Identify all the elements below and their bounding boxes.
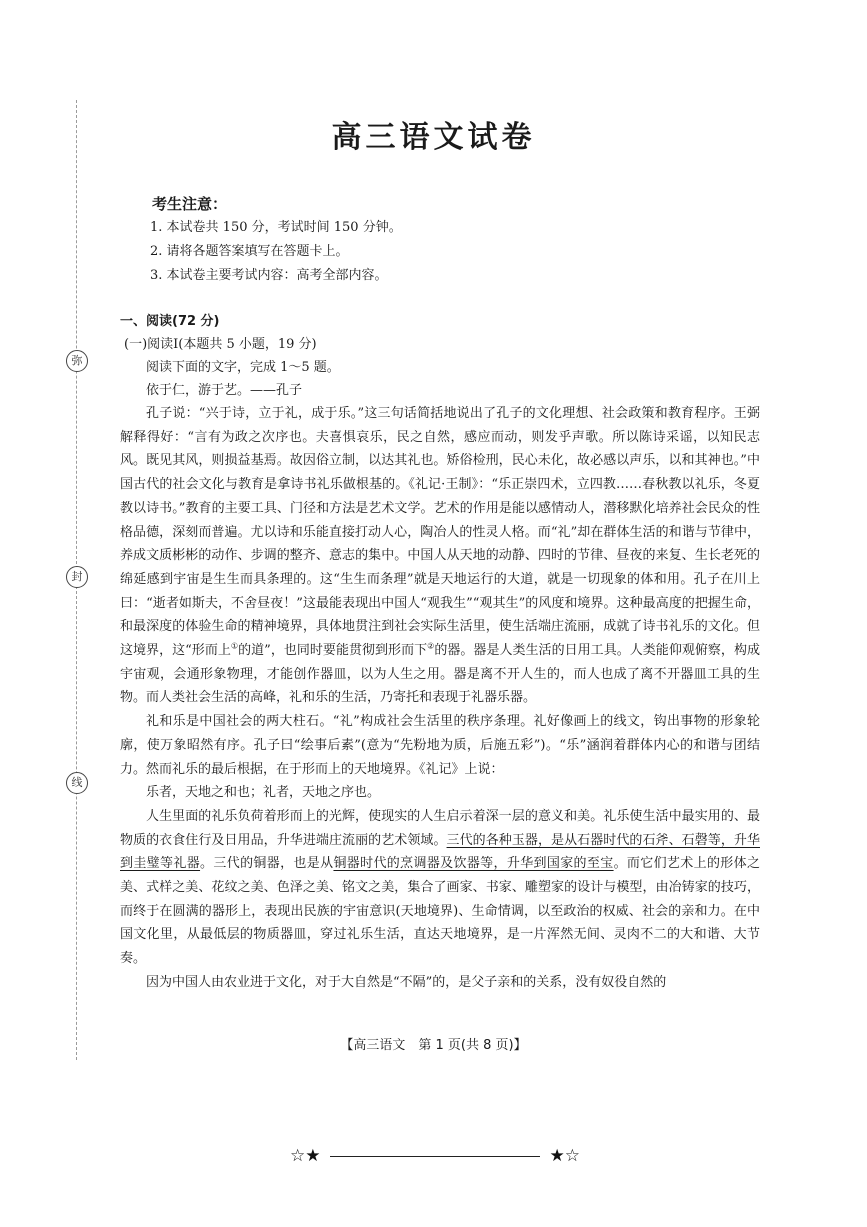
margin-mark-xian: 线 xyxy=(66,772,88,794)
candidate-notice xyxy=(150,192,750,288)
underlined-passage-1: 三代的各种玉器，是从石器时代的石斧、石磬等，升华到圭璧等礼器 xyxy=(120,832,760,872)
footnote-marker-1: ① xyxy=(230,641,239,651)
star-icon-left: ☆★ xyxy=(290,1146,321,1166)
subsection-heading: (一)阅读Ⅰ(本题共 5 小题，19 分) xyxy=(124,337,317,352)
paragraph-1-text-a: 孔子说：“兴于诗，立于礼，成于乐。”这三句话简括地说出了孔子的文化理想、社会政策和教育程序。王弼解释得好：“言有为政之次序也。夫喜惧哀乐，民之自然，感应而动，则发乎声歌。所以陈诗采谣，以知民志风。既见其风，则损益基焉。故因俗立制，以达其礼也。矫俗检刑，民心未化，故必感以声乐，以和其神也。”中国古代的社会文化与教育是拿诗书礼乐做根基的。《礼记·王制》：“乐正崇四术，立四教……春秋教以礼乐，冬夏教以诗书。”教育的主要工具、门径和方法是艺术文学。艺术的作用是能以感情动人，潜移默化培养社会民众的性格品德，深刻而普遍。尤以诗和乐能直接打动人心，陶冶人的性灵人格。而“礼”却在群体生活的和谐与节律中，养成文质彬彬的动作、步调的整齐、意志的集中。中国人从天地的动静、四时的节律、昼夜的来复、生长老死的绵延感到宇宙是生生而具条理的。这“生生而条理”就是天地运行的大道，就是一切现象的体和用。孔子在川上曰：“逝者如斯夫，不舍昼夜！”这最能表现出中国人“观我生”“观其生”的风度和境界。这种最高度的把握生命，和最深度的体验生命的精神境界，具体地贯注到社会实际生活里，使生活端庄流丽，成就了诗书礼乐的文化。但这境界，这“形而上 xyxy=(120,406,760,659)
section-heading: 一、阅读(72 分) xyxy=(120,314,220,329)
footnote-marker-2: ② xyxy=(427,641,435,651)
reading-section xyxy=(120,310,760,995)
paragraph-3 xyxy=(120,805,760,971)
margin-mark-feng: 封 xyxy=(66,566,88,588)
paragraph-3-text-a: 人生里面的礼乐负荷着形而上的光辉，使现实的人生启示着深一层的意义和美。礼乐使生活中最实用的、最物质的衣食住行及日用品，升华进端庄流丽的艺术领域。 xyxy=(120,808,760,848)
paragraph-4: 因为中国人由农业进于文化，对于大自然是“不隔”的，是父子亲和的关系，没有奴役自然的 xyxy=(146,974,667,990)
bottom-decoration xyxy=(290,1146,580,1166)
star-icon-right: ★☆ xyxy=(549,1146,580,1166)
instruction-line: 阅读下面的文字，完成 1～5 题。 xyxy=(146,360,340,375)
underlined-passage-2: 铜器时代的烹调器及饮器等，升华到国家的至宝 xyxy=(333,856,614,872)
notice-heading: 考生注意： xyxy=(152,195,228,213)
notice-item: 3. 本试卷主要考试内容：高考全部内容。 xyxy=(150,268,388,283)
page-title: 高三语文试卷 xyxy=(331,120,536,155)
margin-mark-mi: 弥 xyxy=(66,350,88,372)
paragraph-1-text-b: 的道”，也同时要能贯彻到形而下 xyxy=(238,643,428,659)
decorative-rule xyxy=(330,1156,540,1157)
paragraph-3-text-b: 。三代的铜器，也是从 xyxy=(200,856,334,872)
paragraph-3-text-c: 。而它们艺术上的形体之美、式样之美、花纹之美、色泽之美、铭文之美，集合了画家、书家、雕塑家的设计与模型，由冶铸家的技巧，而终于在圆满的器形上，表现出民族的宇宙意识(天地境界)、生命情调，以至政治的权威、社会的亲和力。在中国文化里，从最低层的物质器皿，穿过礼乐生活，直达天地境界，是一片浑然无间、灵肉不二的大和谐、大节奏。 xyxy=(120,856,760,967)
notice-item: 2. 请将各题答案填写在答题卡上。 xyxy=(150,244,349,259)
paragraph-2: 礼和乐是中国社会的两大柱石。“礼”构成社会生活里的秩序条理。礼好像画上的线文，钩出事物的形象轮廓，使万象昭然有序。孔子曰“绘事后素”(意为“先粉地为质，后施五彩”)。“乐”涵润着群体内心的和谐与团结力。然而礼乐的最后根据，在于形而上的天地境界。《礼记》上说： xyxy=(120,714,760,777)
page-footer: 【高三语文 第 1 页(共 8 页)】 xyxy=(340,1038,527,1053)
notice-item: 1. 本试卷共 150 分，考试时间 150 分钟。 xyxy=(150,220,402,235)
paragraph-1 xyxy=(120,402,760,710)
paragraph-1-text-c: 的器。器是人类生活的日用工具。人类能仰观俯察，构成宇宙观，会通形象物理，才能创作器皿，以为人生之用。器是离不开人生的，而人也成了离不开器皿工具的生物。而人类社会生活的高峰，礼和乐的生活，乃寄托和表现于礼器乐器。 xyxy=(120,643,760,706)
epigraph: 依于仁，游于艺。——孔子 xyxy=(146,383,303,398)
quote-line: 乐者，天地之和也；礼者，天地之序也。 xyxy=(146,785,381,801)
